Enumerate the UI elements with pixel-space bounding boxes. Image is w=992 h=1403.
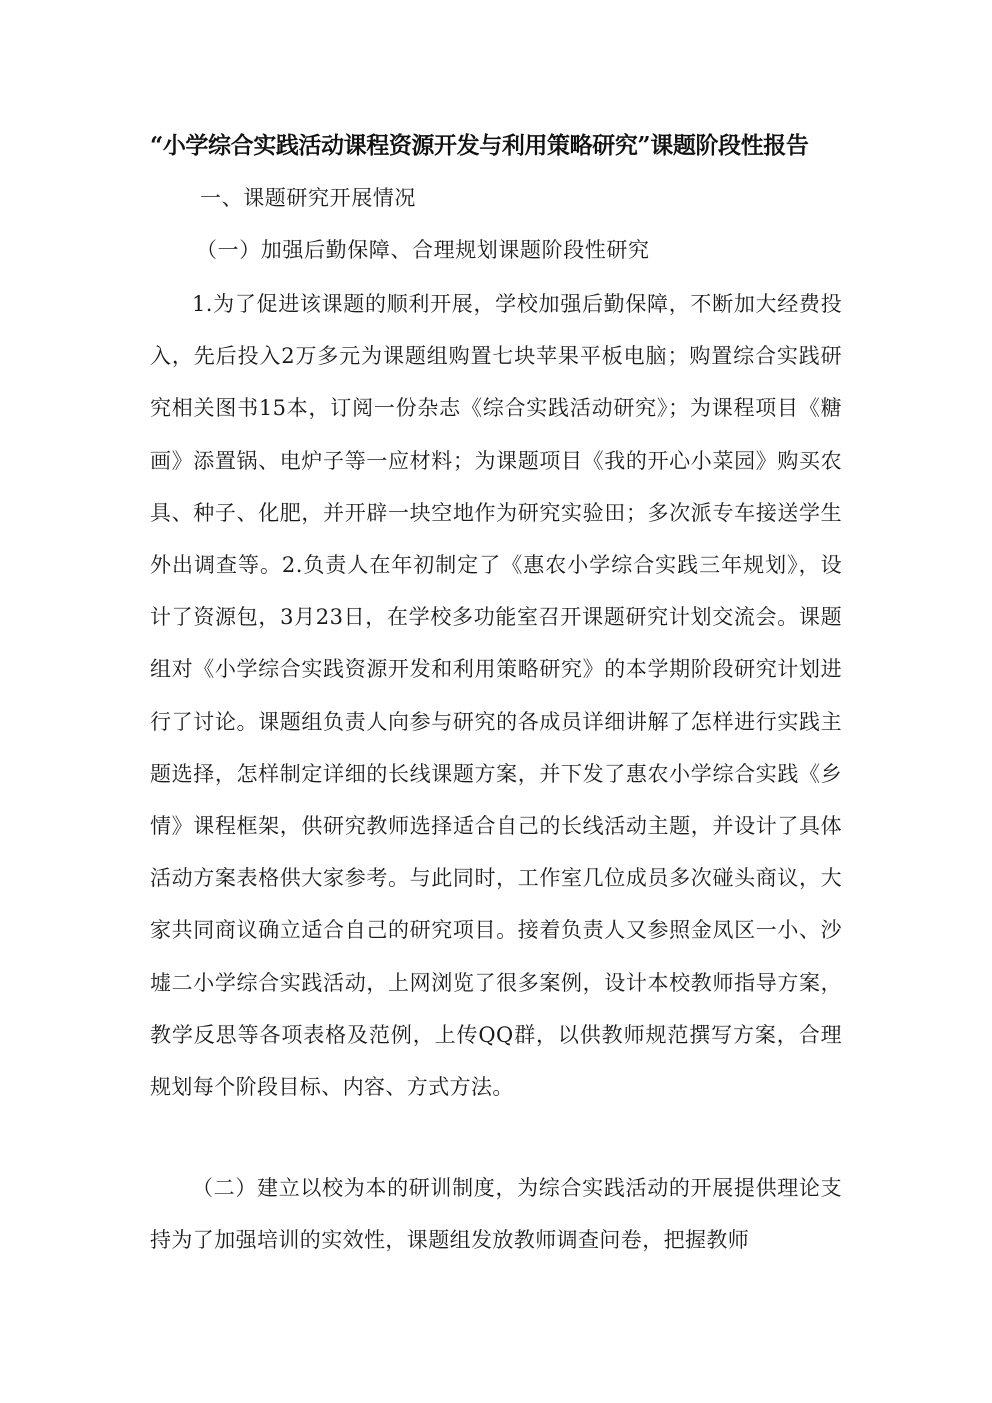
- body-paragraph: （二）建立以校为本的研训制度，为综合实践活动的开展提供理论支持为了加强培训的实效性，课题组发放教师调查问卷，把握教师: [150, 1176, 842, 1253]
- section-heading: 一、课题研究开展情况: [200, 186, 416, 210]
- body-paragraph: 1.为了促进该课题的顺利开展，学校加强后勤保障，不断加大经费投入，先后投入2万多元为课题组购置七块苹果平板电脑；购置综合实践研究相关图书15本，订阅一份杂志《综合实践活动研究》；为课程项目《糖画》添置锅、电炉子等一应材料；为课题项目《我的开心小菜园》购买农具、种子、化肥，并开辟一块空地作为研究实验田；多次派专车接送学生外出调查等。2.负责人在年初制定了《惠农小学综合实践三年规划》，设计了资源包，3月23日，在学校多功能室召开课题研究计划交流会。课题组对《小学综合实践资源开发和利用策略研究》的本学期阶段研究计划进行了讨论。课题组负责人向参与研究的各成员详细讲解了怎样进行实践主题选择，怎样制定详细的长线课题方案，并下发了惠农小学综合实践《乡情》课程框架，供研究教师选择适合自己的长线活动主题，并设计了具体活动方案表格供大家参考。与此同时，工作室几位成员多次碰头商议，大家共同商议确立适合自己的研究项目。接着负责人又参照金凤区一小、沙墟二小学综合实践活动，上网浏览了很多案例，设计本校教师指导方案，教学反思等各项表格及范例，上传QQ群，以供教师规范撰写方案，合理规划每个阶段目标、内容、方式方法。: [150, 292, 842, 1100]
- document-title: “小学综合实践活动课程资源开发与利用策略研究”课题阶段性报告: [150, 132, 809, 159]
- subsection-heading: （一）加强后勤保障、合理规划课题阶段性研究: [196, 238, 650, 262]
